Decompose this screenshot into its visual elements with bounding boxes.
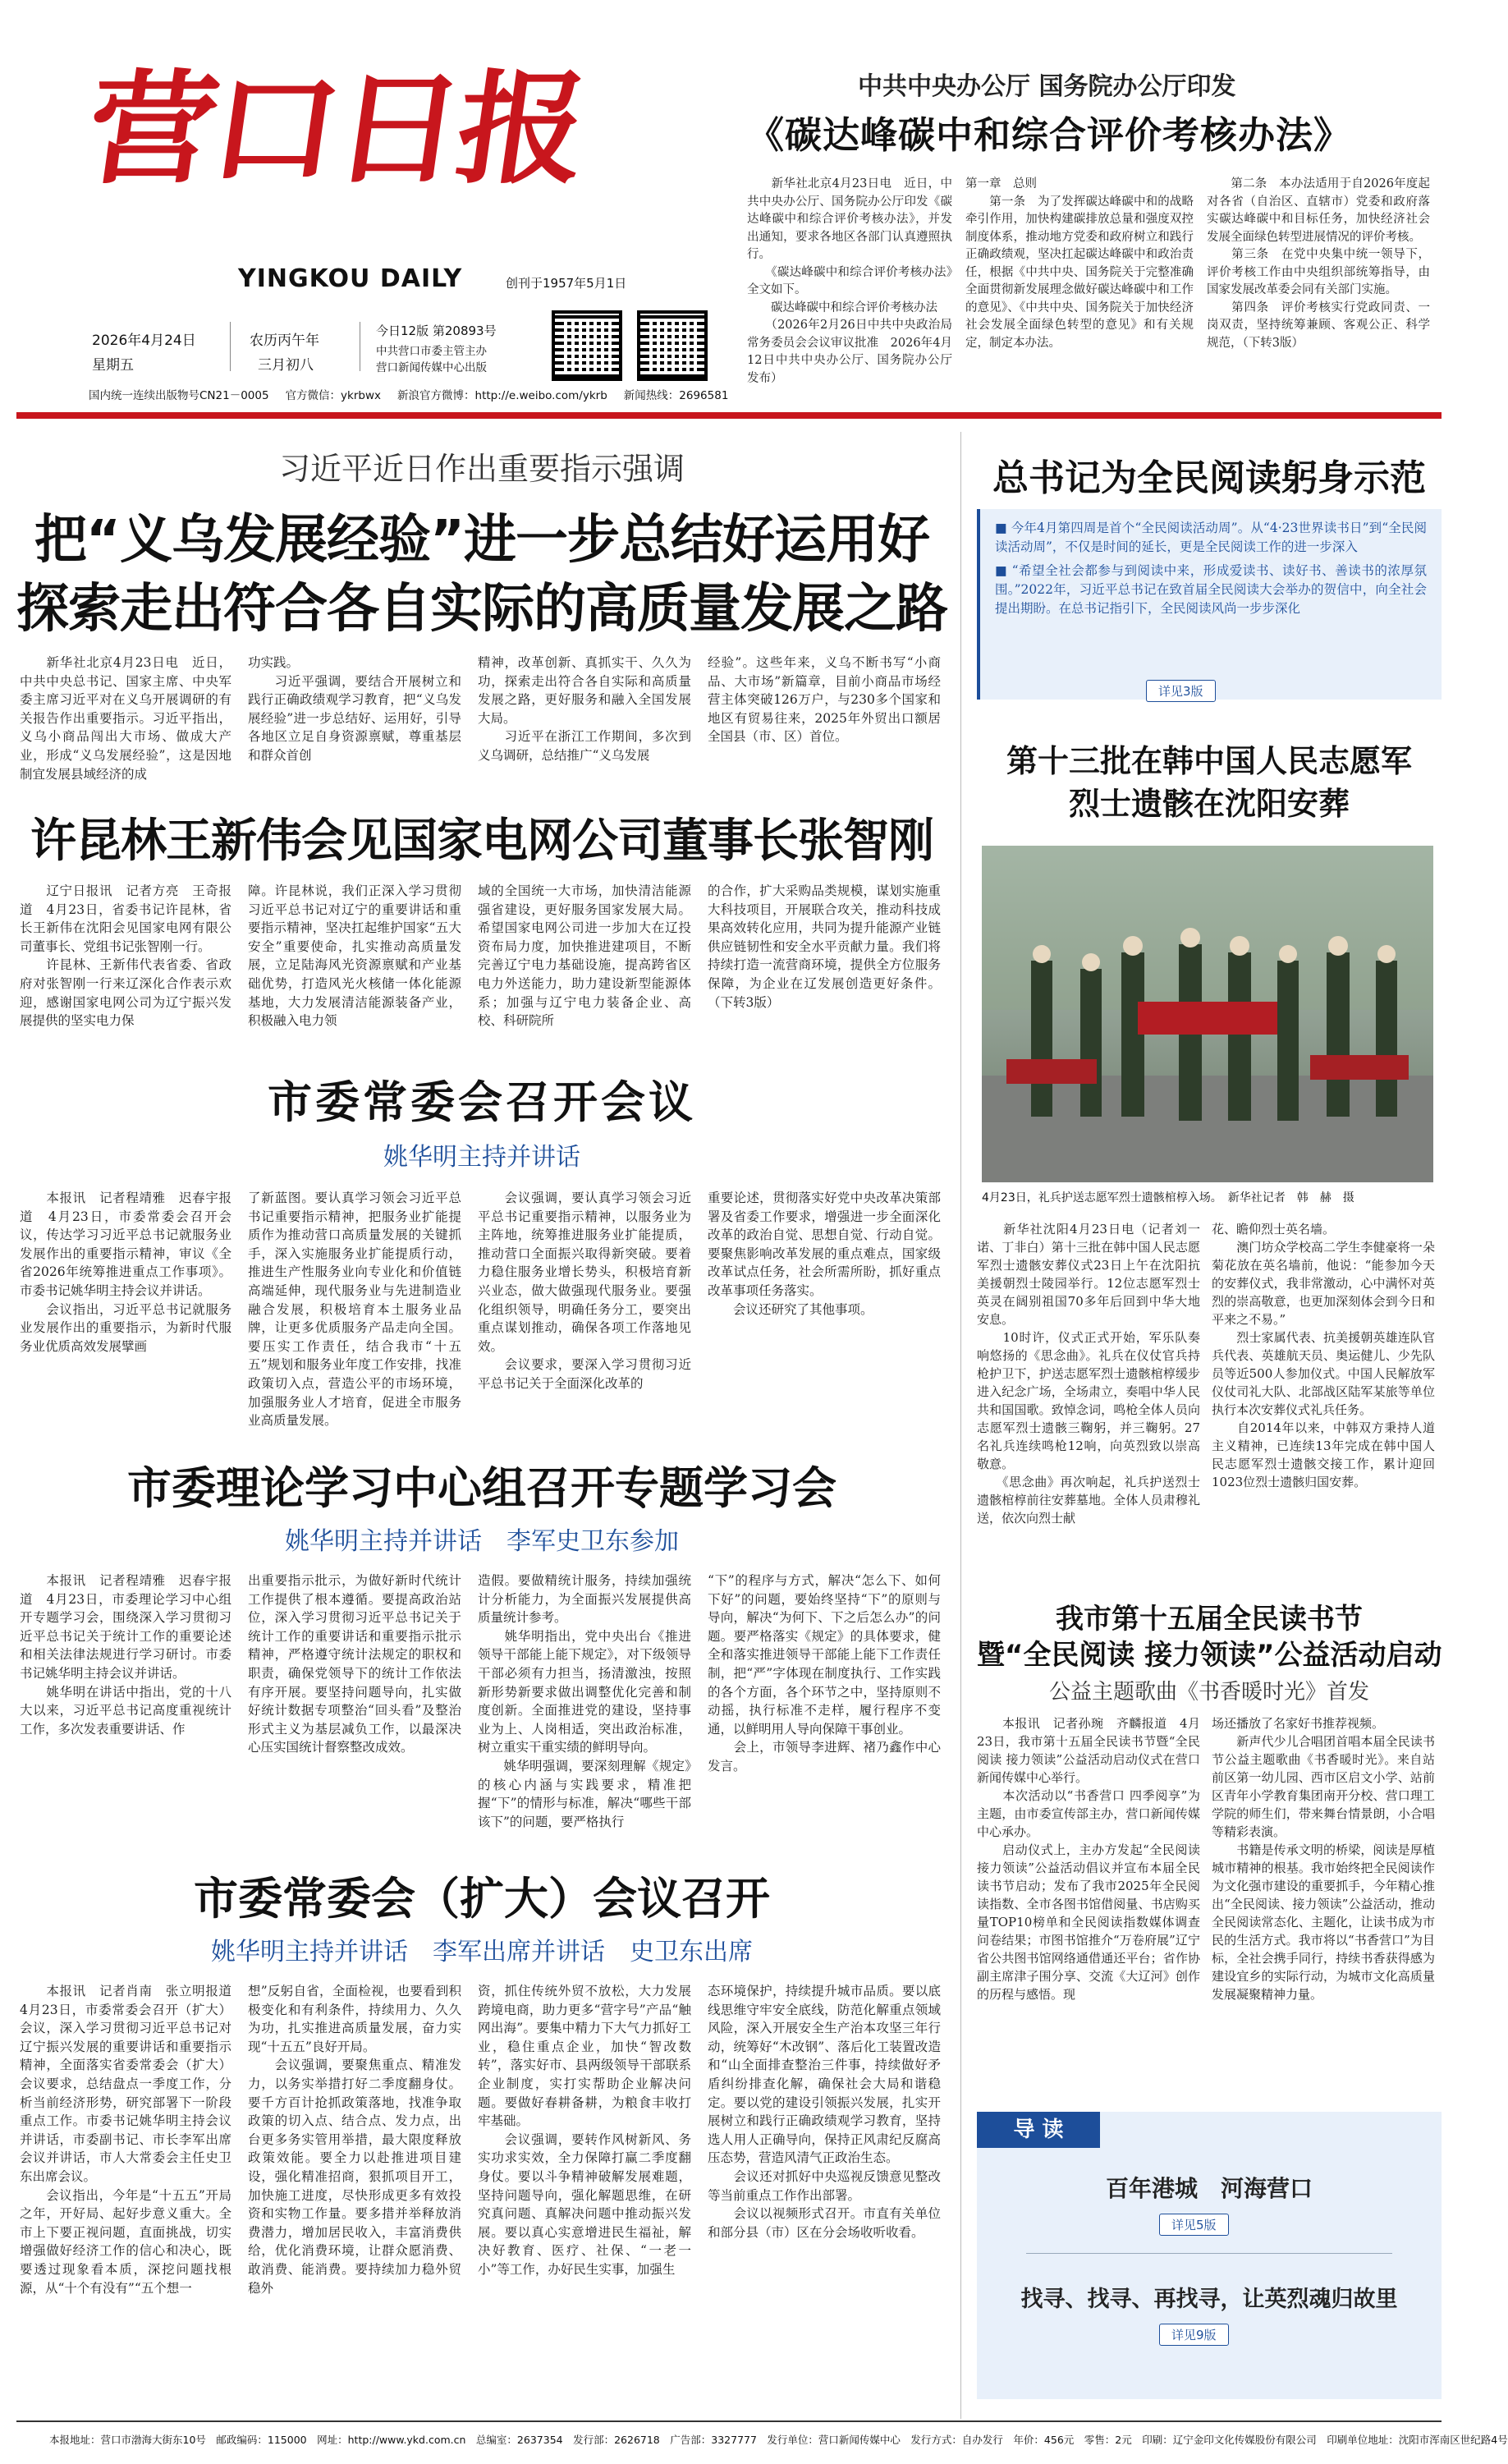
zsj-headline: 总书记为全民阅读躬身示范 (992, 457, 1426, 499)
top-article-col-1: 新华社北京4月23日电 近日，中共中央办公厅、国务院办公厅印发《碳达峰碳中和综合评价考核办法》，并发出通知，要求各地区各部门认真遵照执行。 《碳达峰碳中和综合评价考核办法》全文如下。 碳达峰碳中和综合评价考核办法 （2026年2月26日中共中央政治局常务委员会会议审议批准 2026年4月12日中共中央办公厅、国务院办公厅发布） (747, 177, 952, 385)
dushu-headline-1: 我市第十五届全民读书节 (1056, 1603, 1363, 1636)
qr-code-1 (552, 310, 622, 381)
lead-col-2: 功实践。 习近平强调，要结合开展树立和践行正确政绩观学习教育，把“义乌发展经验”进一步总结好、运用好，引导各地区立足自身资源禀赋，尊重基层和群众首创 (248, 655, 461, 763)
zsj-box (977, 509, 1442, 700)
sw3-col-1: 本报讯 记者肖南 张立明报道 4月23日，市委常委会召开（扩大）会议，深入学习贯彻习近平总书记对辽宁振兴发展的重要讲话和重要指示精神，全面落实省委常委会（扩大）会议要求，总结盘点一季度工作，分析当前经济形势，研究部署下一阶段重点工作。市委书记姚华明主持会议并讲话，市委副书记、市长李军出席会议并讲话，市人大常委会主任史卫东出席会议。 会议指出，今年是“十五五”开局之年，开好局、起好步意义重大。全市上下要正视问题，直面挑战，切实增强做好经济工作的信心和决心，既要透过现象看本质，深挖问题找根源，从“十个有没有”“五个想一 (20, 1984, 231, 2296)
dushu-col-1: 本报讯 记者孙琬 齐麟报道 4月23日，我市第十五届全民读书节暨“全民阅读 接力领读”公益活动启动仪式在营口新闻传媒中心举行。 本次活动以“书香营口 四季阅享”为主题，由市委宣传部主办，营口新闻传媒中心承办。 启动仪式上，主办方发起“全民阅读 接力领读”公益活动倡议并宣布本届全民读书节启动；发布了我市2025年全民阅读指数、全市各图书馆借阅量、书店购买量TOP10榜单和全民阅读指数媒体调查问卷结果；市图书馆推介“万卷府展”辽宁省公共图书馆网络通借通还平台；省作协副主席津子围分享、交流《大辽河》创作的历程与感悟。现 (977, 1716, 1200, 2002)
masthead-info-bar (89, 386, 942, 407)
sw3-col-4: 态环境保护，持续提升城市品质。要以底线思维守牢安全底线，防范化解重点领域风险，深入开展安全生产治本攻坚三年行动，统筹好“木改钢”、落后化工装置改造和“山全面排查整治三件事，持续做好矛盾纠纷排查化解，确保社会大局和谐稳定。要以党的建设引领振兴发展，扎实开展树立和践行正确政绩观学习教育，坚持选人用人正确导向，保持正风肃纪反腐高压态势，营造风清气正政治生态。 会议还对抓好中央巡视反馈意见整改等当前重点工作作出部署。 会议以视频形式召开。市直有关单位和部分县（市）区在分会场收听收看。 (708, 1984, 941, 2240)
daodu-panel (977, 2112, 1442, 2399)
lieshi-headline-2: 烈士遗骸在沈阳安葬 (1068, 786, 1350, 822)
sw3-col-2: 想”反躬自省，全面检视，也要看到积极变化和有利条件，持续用力、久久为功，扎实推进高质量发展，奋力实现“十五五”良好开局。 会议强调，要聚焦重点、精准发力，以务实举措打好二季度翻身仗。要千方百计抢抓政策落地，找准争取政策的切入点、结合点、发力点，出台更多务实管用举措，最大限度释放政策效能。要全力以赴推进项目建设，强化精准招商，狠抓项目开工，加快施工进度，尽快形成更多有效投资和实物工作量。要多措并举释放消费潜力，增加居民收入，丰富消费供给，优化消费环境，让群众愿消费、敢消费、能消费。要持续加力稳外贸稳外 (248, 1984, 461, 2296)
lead-headline-2: 探索走出符合各自实际的高质量发展之路 (16, 579, 947, 640)
wechat: 官方微信：ykrbwx (285, 389, 382, 402)
lieshi-headline-1: 第十三批在韩中国人民志愿军 (1006, 743, 1412, 779)
lieshi-col-2: 花、瞻仰烈士英名墙。 澳门坊众学校高二学生李健豪将一朵菊花放在英名墙前，他说：“能参加今天的安葬仪式，我非常激动，心中满怀对英烈的崇高敬意，也更加深刻体会到今日和平来之不易。” 烈士家属代表、抗美援朝英雄连队官兵代表、英雄航天员、奥运健儿、少先队员等近500人参加仪式。中国人民解放军仪仗司礼大队、北部战区陆军某旅等单位执行本次安葬仪式礼兵任务。 自2014年以来，中韩双方秉持人道主义精神，已连续13年完成在韩中国人民志愿军烈士遗骸交接工作，累计迎回1023位烈士遗骸归国安葬。 (1212, 1222, 1435, 1489)
top-article-col-3: 第二条 本办法适用于自2026年度起对各省（自治区、直辖市）党委和政府落实碳达峰碳中和目标任务，加快经济社会发展全面绿色转型进展情况的评价考核。 第三条 在党中央集中统一领导下，评价考核工作由中央组织部统筹指导，由国家发展改革委会同有关部门实施。 第四条 评价考核实行党政同责、一岗双责，坚持统筹兼顾、客观公正、科学规范，（下转3版） (1207, 177, 1430, 350)
footer-rule (16, 2420, 1442, 2422)
weibo: 新浪官方微博：http://e.weibo.com/ykrb (397, 389, 607, 402)
founded-date: 创刊于1957年5月1日 (506, 276, 627, 291)
xu-col-2: 障。许昆林说，我们正深入学习贯彻习近平总书记对辽宁的重要讲话和重要指示精神，坚决扛起维护国家“五大安全”重要使命，扎实推动高质量发展，立足陆海风光资源禀赋和产业基础优势，打造风光火核储一体化能源基地，大力发展清洁能源装备产业，积极融入电力领 (248, 883, 461, 1029)
dushu-col-2: 场还播放了名家好书推荐视频。 新声代少儿合唱团首唱本届全民读书节公益主题歌曲《书香暖时光》。来自站前区第一幼儿园、西市区启文小学、站前区青年小学教育集团南开分校、营口理工学院的师生们，带来舞台情景朗，小合唱等精彩表演。 书籍是传承文明的桥梁，阅读是厚植城市精神的根基。我市始终把全民阅读作为文化强市建设的重要抓手，今年精心推出“全民阅读、接力领读”公益活动，推动全民阅读常态化、主题化，让读书成为市民的生活方式。我市将以“书香营口”为目标，全社会携手同行，持续书香获得感为建设宜乡的实际行动，为城市文化高质量发展凝聚精神力量。 (1212, 1716, 1435, 2002)
sw1-col-1: 本报讯 记者程靖雅 迟春宇报道 4月23日，市委常委会召开会议，传达学习习近平总书记就服务业发展作出的重要指示精神，审议《全省2026年统筹推进重点工作事项》。市委书记姚华明主持会议并讲话。 会议指出，习近平总书记就服务业发展作出的重要指示，为新时代服务业优质高效发展擘画 (20, 1191, 231, 1354)
lieshi-photo (982, 846, 1433, 1182)
sw2-col-3: 造假。要做精统计服务，持续加强统计分析能力，为全面振兴发展提供高质量统计参考。 姚华明指出，党中央出台《推进领导干部能上能下规定》，对下级领导干部必须有力担当，扬清激浊，按照新形势新要求做出调整优化完善和制度创新。全面推进党的建设，坚持事业为上、人岗相适，突出政治标准，树立重实干重实绩的鲜明导向。 姚华明强调，要深刻理解《规定》的核心内涵与实践要求，精准把握“下”的情形与标准，解决“哪些干部该下”的问题，要严格执行 (478, 1573, 691, 1829)
sw1-col-4: 重要论述，贯彻落实好党中央改革决策部署及省委工作要求，增强进一步全面深化改革的政治自觉、思想自觉、行动自觉。要聚焦影响改革发展的重点难点，国家级改革试点任务，社会所需所盼，抓好重点改革事项任务落实。 会议还研究了其他事项。 (708, 1191, 941, 1317)
sw3-subtitle: 姚华明主持并讲话 李军出席并讲话 史卫东出席 (211, 1938, 753, 1966)
xu-col-4: 的合作，扩大采购品类规模，谋划实施重大科技项目，开展联合攻关，推动科技成果高效转化应用，共同为提升能源产业链供应链韧性和安全水平贡献力量。我们将持续打造一流营商环境，提供全方位服务保障，为企业在辽发展创造更好条件。（下转3版） (708, 883, 941, 1010)
sw2-col-2: 出重要指示批示，为做好新时代统计工作提供了根本遵循。要提高政治站位，深入学习贯彻习近平总书记关于统计工作的重要讲话和重要指示批示精神，严格遵守统计法规定的职权和职责，确保党领导下的统计工作依法有序开展。要坚持问题导向，扎实做好统计数据专项整治“回头看”及整治形式主义为基层减负工作，以最深决心压实国统计督察整改成效。 (248, 1573, 461, 1755)
sw3-headline: 市委常委会（扩大）会议召开 (194, 1873, 770, 1925)
dushu-headline-2: 暨“全民阅读 接力领读”公益活动启动 (977, 1639, 1442, 1672)
issue-date: 2026年4月24日 (92, 333, 196, 349)
sw1-subtitle: 姚华明主持并讲话 (383, 1143, 580, 1172)
page-count: 今日12版 第20893号 (376, 323, 497, 338)
daodu-label: 导 读 (977, 2112, 1100, 2148)
daodu-item-2[interactable]: 找寻、找寻、再找寻，让英烈魂归故里 (1020, 2287, 1398, 2312)
lunar-year: 农历丙午年 (250, 333, 319, 349)
sw2-subtitle: 姚华明主持并讲话 李军史卫东参加 (285, 1527, 679, 1556)
issue-weekday: 星期五 (92, 357, 134, 374)
lead-headline-1: 把“义乌发展经验”进一步总结好运用好 (34, 510, 930, 571)
hotline: 新闻热线：2696581 (623, 389, 729, 402)
newspaper-logo: 营口日报 (78, 57, 592, 200)
zsj-point-2: ■ “希望全社会都参与到阅读中来，形成爱读书、读好书、善读书的浓厚氛围。”2022年，习近平总书记在致首届全民阅读大会举办的贺信中，向全社会提出期盼。在总书记指引下，全民阅读风尚一步步深化 (995, 563, 1427, 616)
sponsor-line-2: 营口新闻传媒中心出版 (376, 361, 487, 374)
sw2-col-1: 本报讯 记者程靖雅 迟春宇报道 4月23日，市委理论学习中心组开专题学习会，围绕深入学习贯彻习近平总书记关于统计工作的重要论述和相关法律法规进行学习研讨。市委书记姚华明主持会议并讲话。 姚华明在讲话中指出，党的十八大以来，习近平总书记高度重视统计工作，多次发表重要讲话、作 (20, 1573, 231, 1737)
sw3-col-3: 资，抓住传统外贸不放松，大力发展跨境电商，助力更多“营字号”产品“触网出海”。要集中精力下大气力抓好工业，稳住重点企业，加快“智改数转”，落实好市、县两级领导干部联系企业制度，实打实帮助企业解决问题。要做好春耕备耕，为粮食丰收打牢基础。 会议强调，要转作风树新风、务实功求实效，全力保障打赢二季度翻身仗。要以斗争精神破解发展难题，坚持问题导向，强化解题思维，在研究真问题、真解决问题中推动振兴发展。要以真心实意增进民生福祉，解决好教育、医疗、社保、“一老一小”等工作，办好民生实事，加强生 (478, 1984, 691, 2277)
cn-number: 国内统一连续出版物号CN21－0005 (89, 389, 269, 402)
lead-col-1: 新华社北京4月23日电 近日，中共中央总书记、国家主席、中央军委主席习近平对在义乌开展调研的有关报告作出重要指示。习近平指出，义乌小商品闯出大市场、做成大产业，形成“义乌发展经验”，这是因地制宜发展县域经济的成 (20, 655, 231, 782)
qr-code-2 (637, 310, 708, 381)
footer-info: 本报地址：营口市渤海大街东10号 邮政编码：115000 网址：http://www.ykd.com.cn 总编室：2637354 发行部：2626718 广告部：3327777 发行单位：营口新闻传媒中心 发行方式：自办发行 年价：456元 零售：2元 印刷：辽宁金印文化传媒股份有限公司 印刷单位地址：沈阳市浑南区世纪路4号 (49, 2434, 1508, 2446)
xu-headline: 许昆林王新伟会见国家电网公司董事长张智刚 (30, 814, 933, 868)
sw1-headline: 市委常委会召开会议 (268, 1076, 696, 1128)
zsj-detail-link[interactable]: 详见3版 (1146, 680, 1216, 702)
xu-col-3: 域的全国统一大市场，加快清洁能源强省建设，更好服务国家发展大局。希望国家电网公司进一步加大在辽投资布局力度，加快推进建项目，不断完善辽宁电力基础设施，提高跨省区电力外送能力，助力建设新型能源体系；加强与辽宁电力装备企业、高校、科研院所 (478, 883, 691, 1029)
top-headline: 《碳达峰碳中和综合评价考核办法》 (747, 113, 1352, 157)
lead-kicker: 习近平近日作出重要指示强调 (278, 451, 685, 487)
masthead-rule (16, 412, 1442, 419)
sw2-headline: 市委理论学习中心组召开专题学习会 (127, 1462, 837, 1514)
daodu-detail-2[interactable]: 详见9版 (1159, 2324, 1229, 2346)
lieshi-col-1: 新华社沈阳4月23日电（记者刘一诺、丁非白）第十三批在韩中国人民志愿军烈士遗骸安葬仪式23日上午在沈阳抗美援朝烈士陵园举行。12位志愿军烈士英灵在阔别祖国70多年后回到中华大地安息。 10时许，仪式正式开始，军乐队奏响悠扬的《思念曲》。礼兵在仪仗官兵持枪护卫下，护送志愿军烈士遗骸棺椁缓步进入纪念广场，全场肃立，奏唱中华人民共和国国歌。致悼念词，鸣枪全体人员向志愿军烈士遗骸三鞠躬，并三鞠躬。27名礼兵连续鸣枪12响，向英烈致以崇高敬意。 《思念曲》再次响起，礼兵护送烈士遗骸棺椁前往安葬墓地。全体人员肃穆礼送，依次向烈士献 (977, 1222, 1200, 1526)
daodu-detail-1[interactable]: 详见5版 (1159, 2214, 1229, 2236)
sponsor-line-1: 中共营口市委主管主办 (376, 345, 487, 358)
sw2-col-4: “下”的程序与方式，解决“怎么下、如何下好”的问题，要始终坚持“下”的原则与导向，解决“为何下、下之后怎么办”的问题。要严格落实《规定》的具体要求，健全和落实推进领导干部能上能下工作责任制，把“严”字体现在制度执行、工作实践的各个方面，各个环节之中，坚持原则不动摇，执行标准不走样，履行程序不变通，以鲜明用人导向保障干事创业。 会上，市领导李进辉、褚乃鑫作中心发言。 (708, 1573, 941, 1773)
zsj-point-1: ■ 今年4月第四周是首个“全民阅读活动周”。从“4·23世界读书日”到“全民阅读活动周”，不仅是时间的延长，更是全民阅读工作的进一步深入 (995, 521, 1427, 554)
top-article-col-2: 第一章 总则 第一条 为了发挥碳达峰碳中和的战略牵引作用，加快构建碳排放总量和强度双控制度体系，推动地方党委和政府树立和践行正确政绩观，坚决扛起碳达峰碳中和政治责任，根据《中共中央、国务院关于完整准确全面贯彻新发展理念做好碳达峰碳中和工作的意见》、《中共中央、国务院关于加快经济社会发展全面绿色转型的意见》和有关规定，制定本办法。 (965, 177, 1194, 350)
sw1-col-2: 了新蓝图。要认真学习领会习近平总书记重要指示精神，把服务业扩能提质作为推动营口高质量发展的关键抓手，深入实施服务业扩能提质行动，推进生产性服务业向专业化和价值链高端延伸，现代服务业与先进制造业融合发展，积极培育本土服务业品牌，让更多优质服务产品走向全国。要压实工作责任，结合我市“十五五”规划和服务业年度工作安排，找准政策切入点，营造公平的市场环境，加强服务业人才培育，促进全市服务业高质量发展。 (248, 1191, 461, 1429)
daodu-item-1[interactable]: 百年港城 河海营口 (1105, 2175, 1313, 2202)
sw1-col-3: 会议强调，要认真学习领会习近平总书记重要指示精神，以服务业为主阵地，统筹推进服务业扩能提质，推动营口全面振兴取得新突破。要着力稳住服务业增长势头，积极培育新兴业态，做大做强现代服务业。要强化组织领导，明确任务分工，要突出重点谋划推动，确保各项工作落地见效。 会议要求，要深入学习贯彻习近平总书记关于全面深化改革的 (478, 1191, 691, 1391)
lunar-date: 三月初八 (258, 357, 314, 374)
lead-col-3: 精神，改革创新、真抓实干、久久为功，探索走出符合各自实际和高质量发展之路，更好服务和融入全国发展大局。 习近平在浙江工作期间，多次到义乌调研，总结推广“义乌发展 (478, 655, 691, 763)
dushu-subtitle: 公益主题歌曲《书香暖时光》首发 (1048, 1680, 1369, 1705)
lead-col-4: 经验”。这些年来，义乌不断书写“小商品、大市场”新篇章，目前小商品市场经营主体突破126万户，与230多个国家和地区有贸易往来，2025年外贸出口额居全国县（市、区）首位。 (708, 655, 941, 745)
top-kicker: 中共中央办公厅 国务院办公厅印发 (858, 72, 1236, 101)
xu-col-1: 辽宁日报讯 记者方亮 王奇报道 4月23日，省委书记许昆林，省长王新伟在沈阳会见国家电网有限公司董事长、党组书记张智刚一行。 许昆林、王新伟代表省委、省政府对张智刚一行来辽深化合作表示欢迎，感谢国家电网公司为辽宁振兴发展提供的坚实电力保 (20, 883, 231, 1029)
lieshi-caption: 4月23日，礼兵护送志愿军烈士遗骸棺椁入场。 新华社记者 韩 赫 摄 (982, 1191, 1354, 1204)
newspaper-english-name: YINGKOU DAILY (238, 264, 463, 293)
